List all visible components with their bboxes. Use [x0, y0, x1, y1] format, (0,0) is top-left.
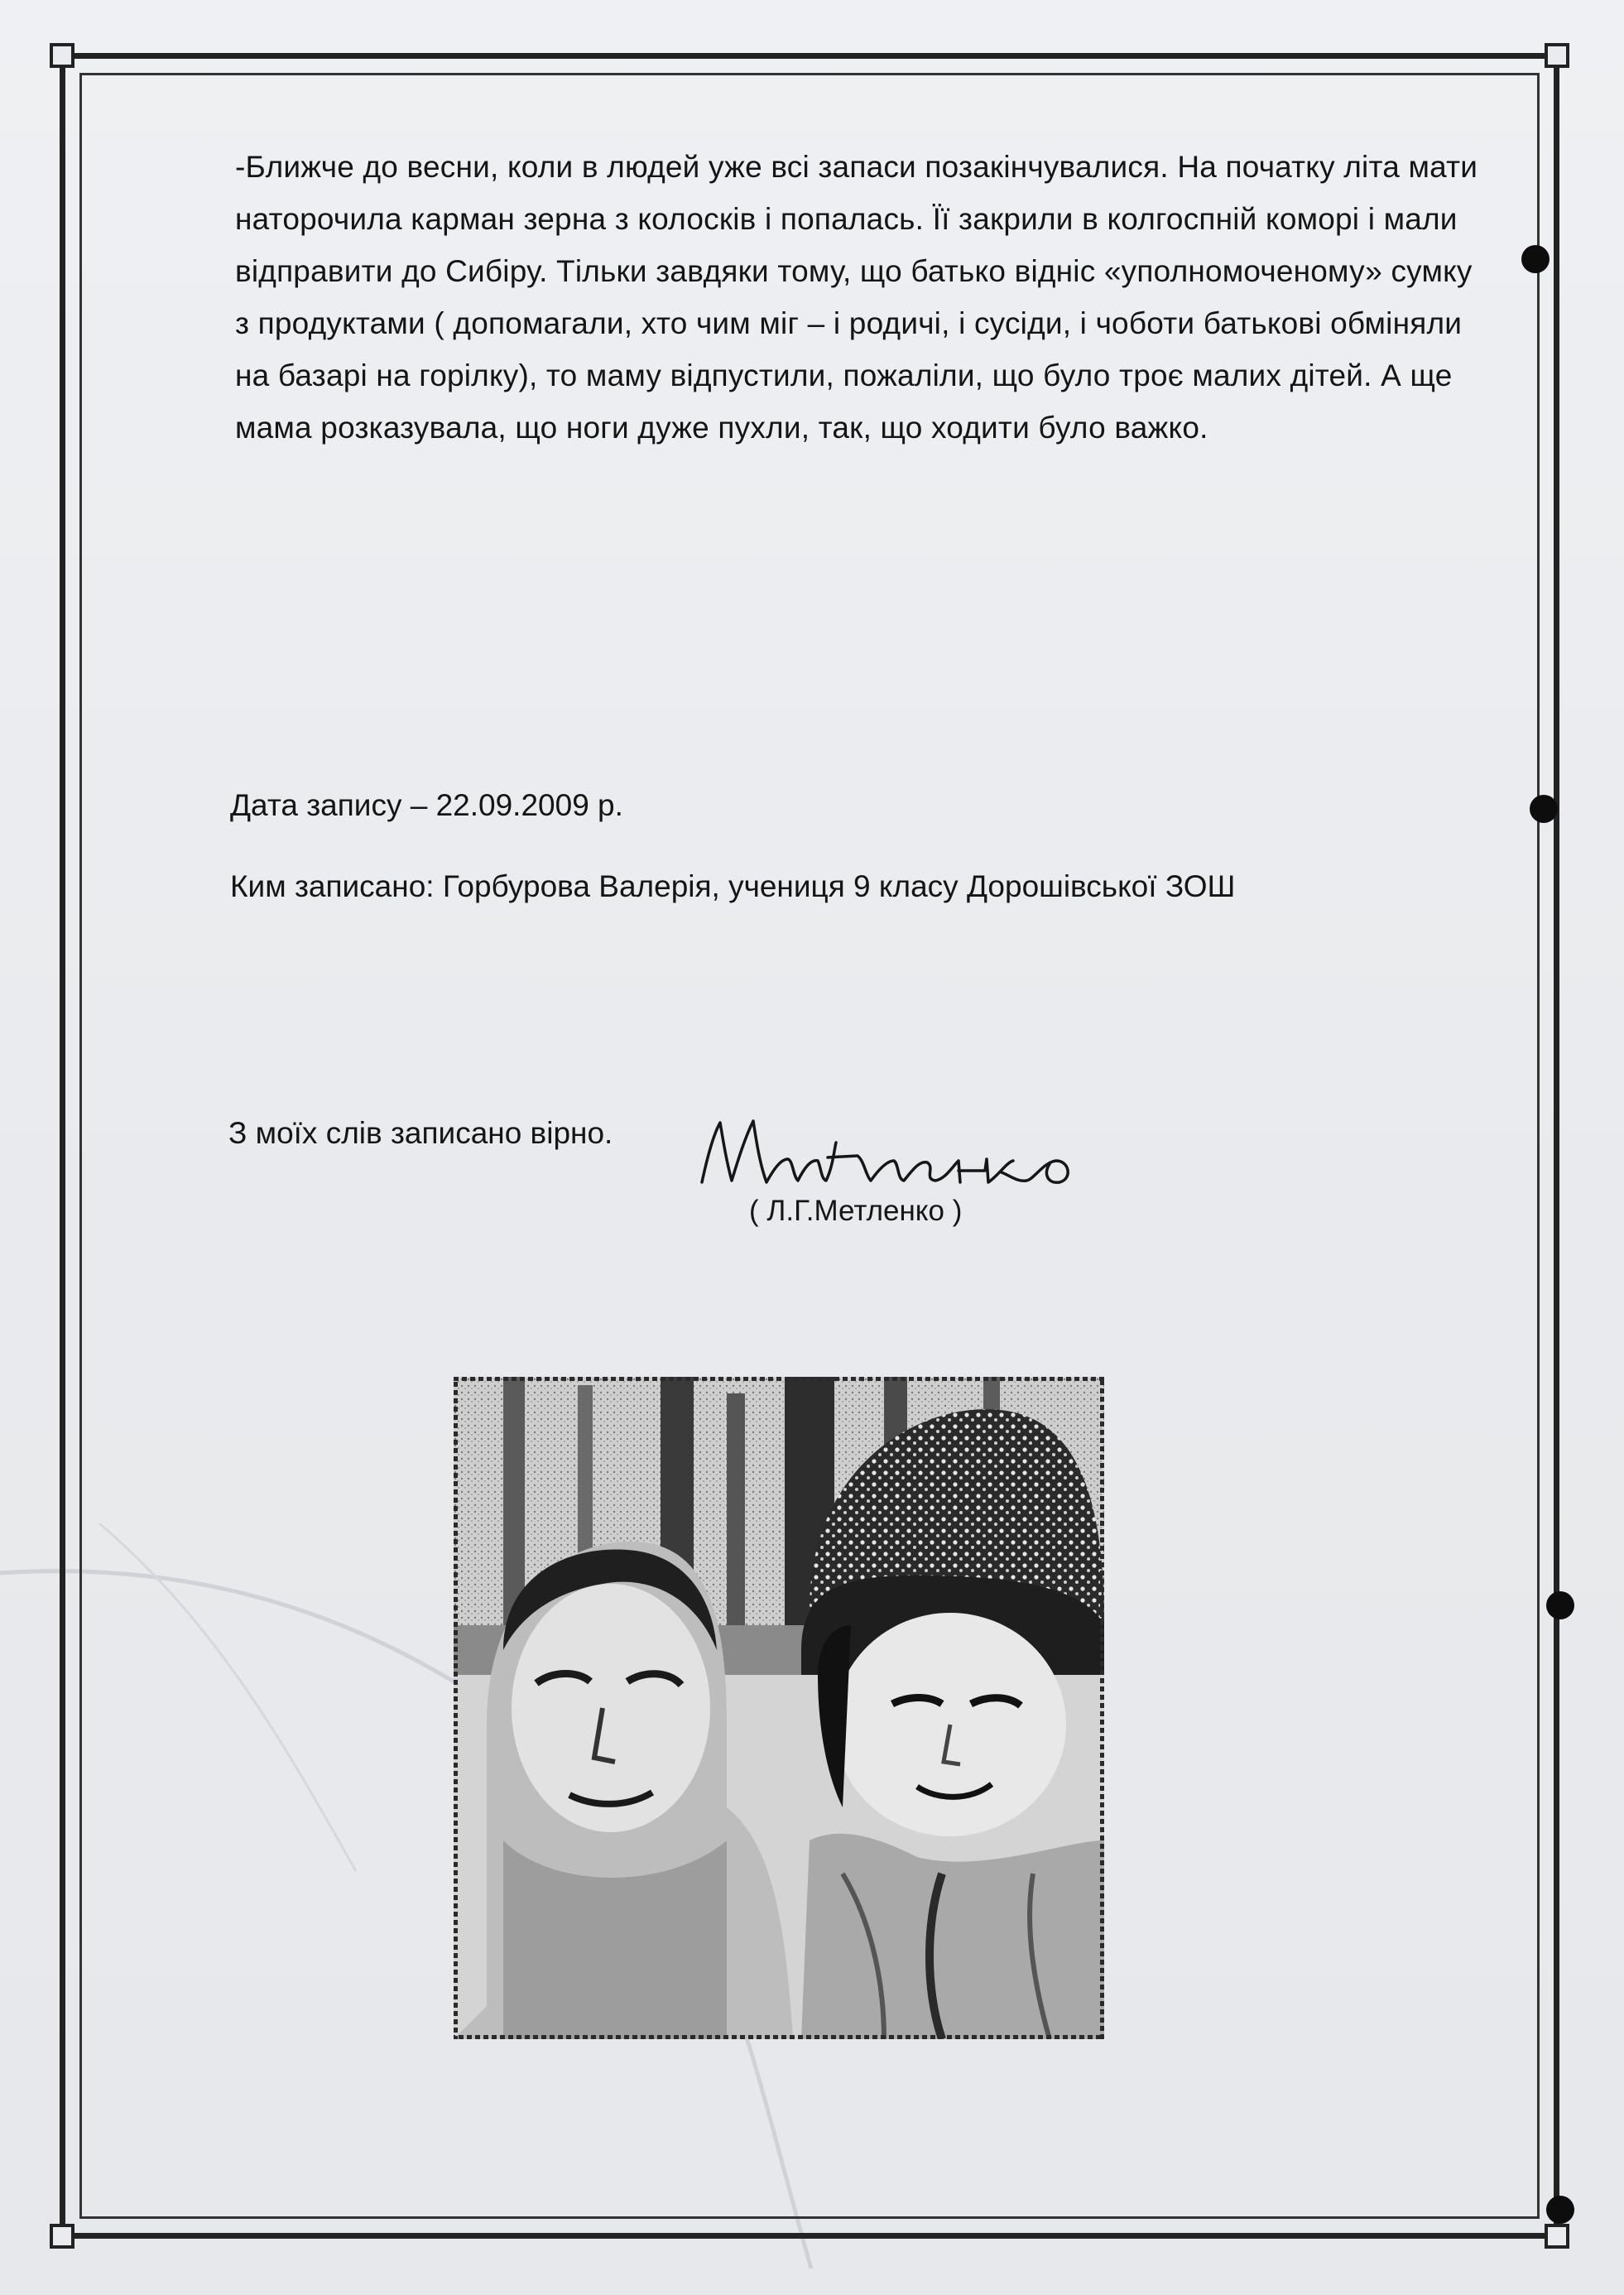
- punch-hole-3: [1546, 1591, 1574, 1619]
- recorded-by: Ким записано: Горбурова Валерія, учениця 9 класу Дорошівської ЗОШ: [230, 869, 1236, 903]
- punch-hole-1: [1521, 245, 1550, 273]
- frame-corner-top-left: [50, 43, 74, 68]
- frame-corner-bottom-right: [1545, 2224, 1569, 2249]
- punch-hole-4: [1546, 2196, 1574, 2224]
- punch-hole-2: [1530, 795, 1558, 823]
- handwritten-signature: [695, 1109, 1093, 1200]
- frame-corner-bottom-left: [50, 2224, 74, 2249]
- portrait-photo: [454, 1377, 1104, 2039]
- record-date: Дата запису – 22.09.2009 р.: [230, 788, 623, 822]
- verification-statement: З моїх слів записано вірно.: [228, 1116, 613, 1150]
- signer-name: ( Л.Г.Метленко ): [749, 1195, 963, 1227]
- testimony-paragraph: -Ближче до весни, коли в людей уже всі запаси позакінчувалися. На початку літа мати наторочила карман зерна з колосків і попалась. Її закрили в колгоспній коморі і мали відправити до Сибіру. Тільки завдяки тому, що батько відніс «уполномоченому» сумку з продуктами ( допомагали, хто чим міг – і родичі, і сусіди, і чоботи батькові обміняли на базарі на горілку), то маму відпустили, пожаліли, що було троє малих дітей. А ще мама розказувала, що ноги дуже пухли, так, що ходити було важко.: [235, 150, 1478, 445]
- frame-corner-top-right: [1545, 43, 1569, 68]
